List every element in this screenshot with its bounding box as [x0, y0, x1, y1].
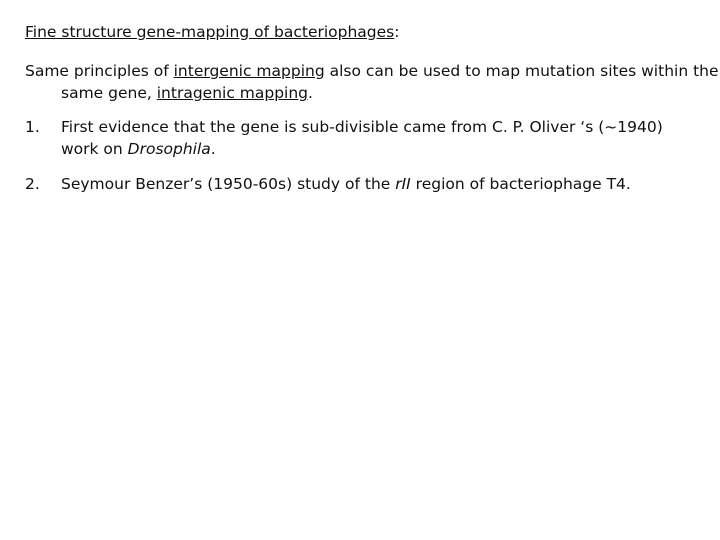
intro-part-3: . [308, 84, 313, 102]
list-item-1-text: First evidence that the gene is sub-divisible came from C. P. Oliver ‘s (~1940) work on [61, 118, 663, 158]
list-item-2-text: Seymour Benzer’s (1950-60s) study of the [61, 175, 396, 193]
list-item-2-italic: rII [395, 175, 411, 193]
list-item-1 [25, 116, 705, 160]
slide-title [25, 21, 400, 43]
slide-title-text: Fine structure gene-mapping of bacteriophages [25, 23, 395, 41]
intergenic-mapping-term: intergenic mapping [173, 62, 325, 80]
intro-part-1: Same principles of [25, 62, 174, 80]
list-item-2-number: 2. [25, 175, 40, 193]
intro-paragraph [25, 60, 720, 104]
list-item-1-number: 1. [25, 118, 40, 136]
list-item-1-italic: Drosophila [127, 140, 211, 158]
slide-title-colon: : [394, 23, 400, 41]
list-item-1-end: . [210, 140, 216, 158]
list-item-2-end: region of bacteriophage T4. [410, 175, 631, 193]
list-item-2 [25, 173, 705, 195]
intragenic-mapping-term: intragenic mapping [156, 84, 309, 102]
intro-part-2: also can be used to map mutation sites within the same gene, [61, 62, 719, 102]
